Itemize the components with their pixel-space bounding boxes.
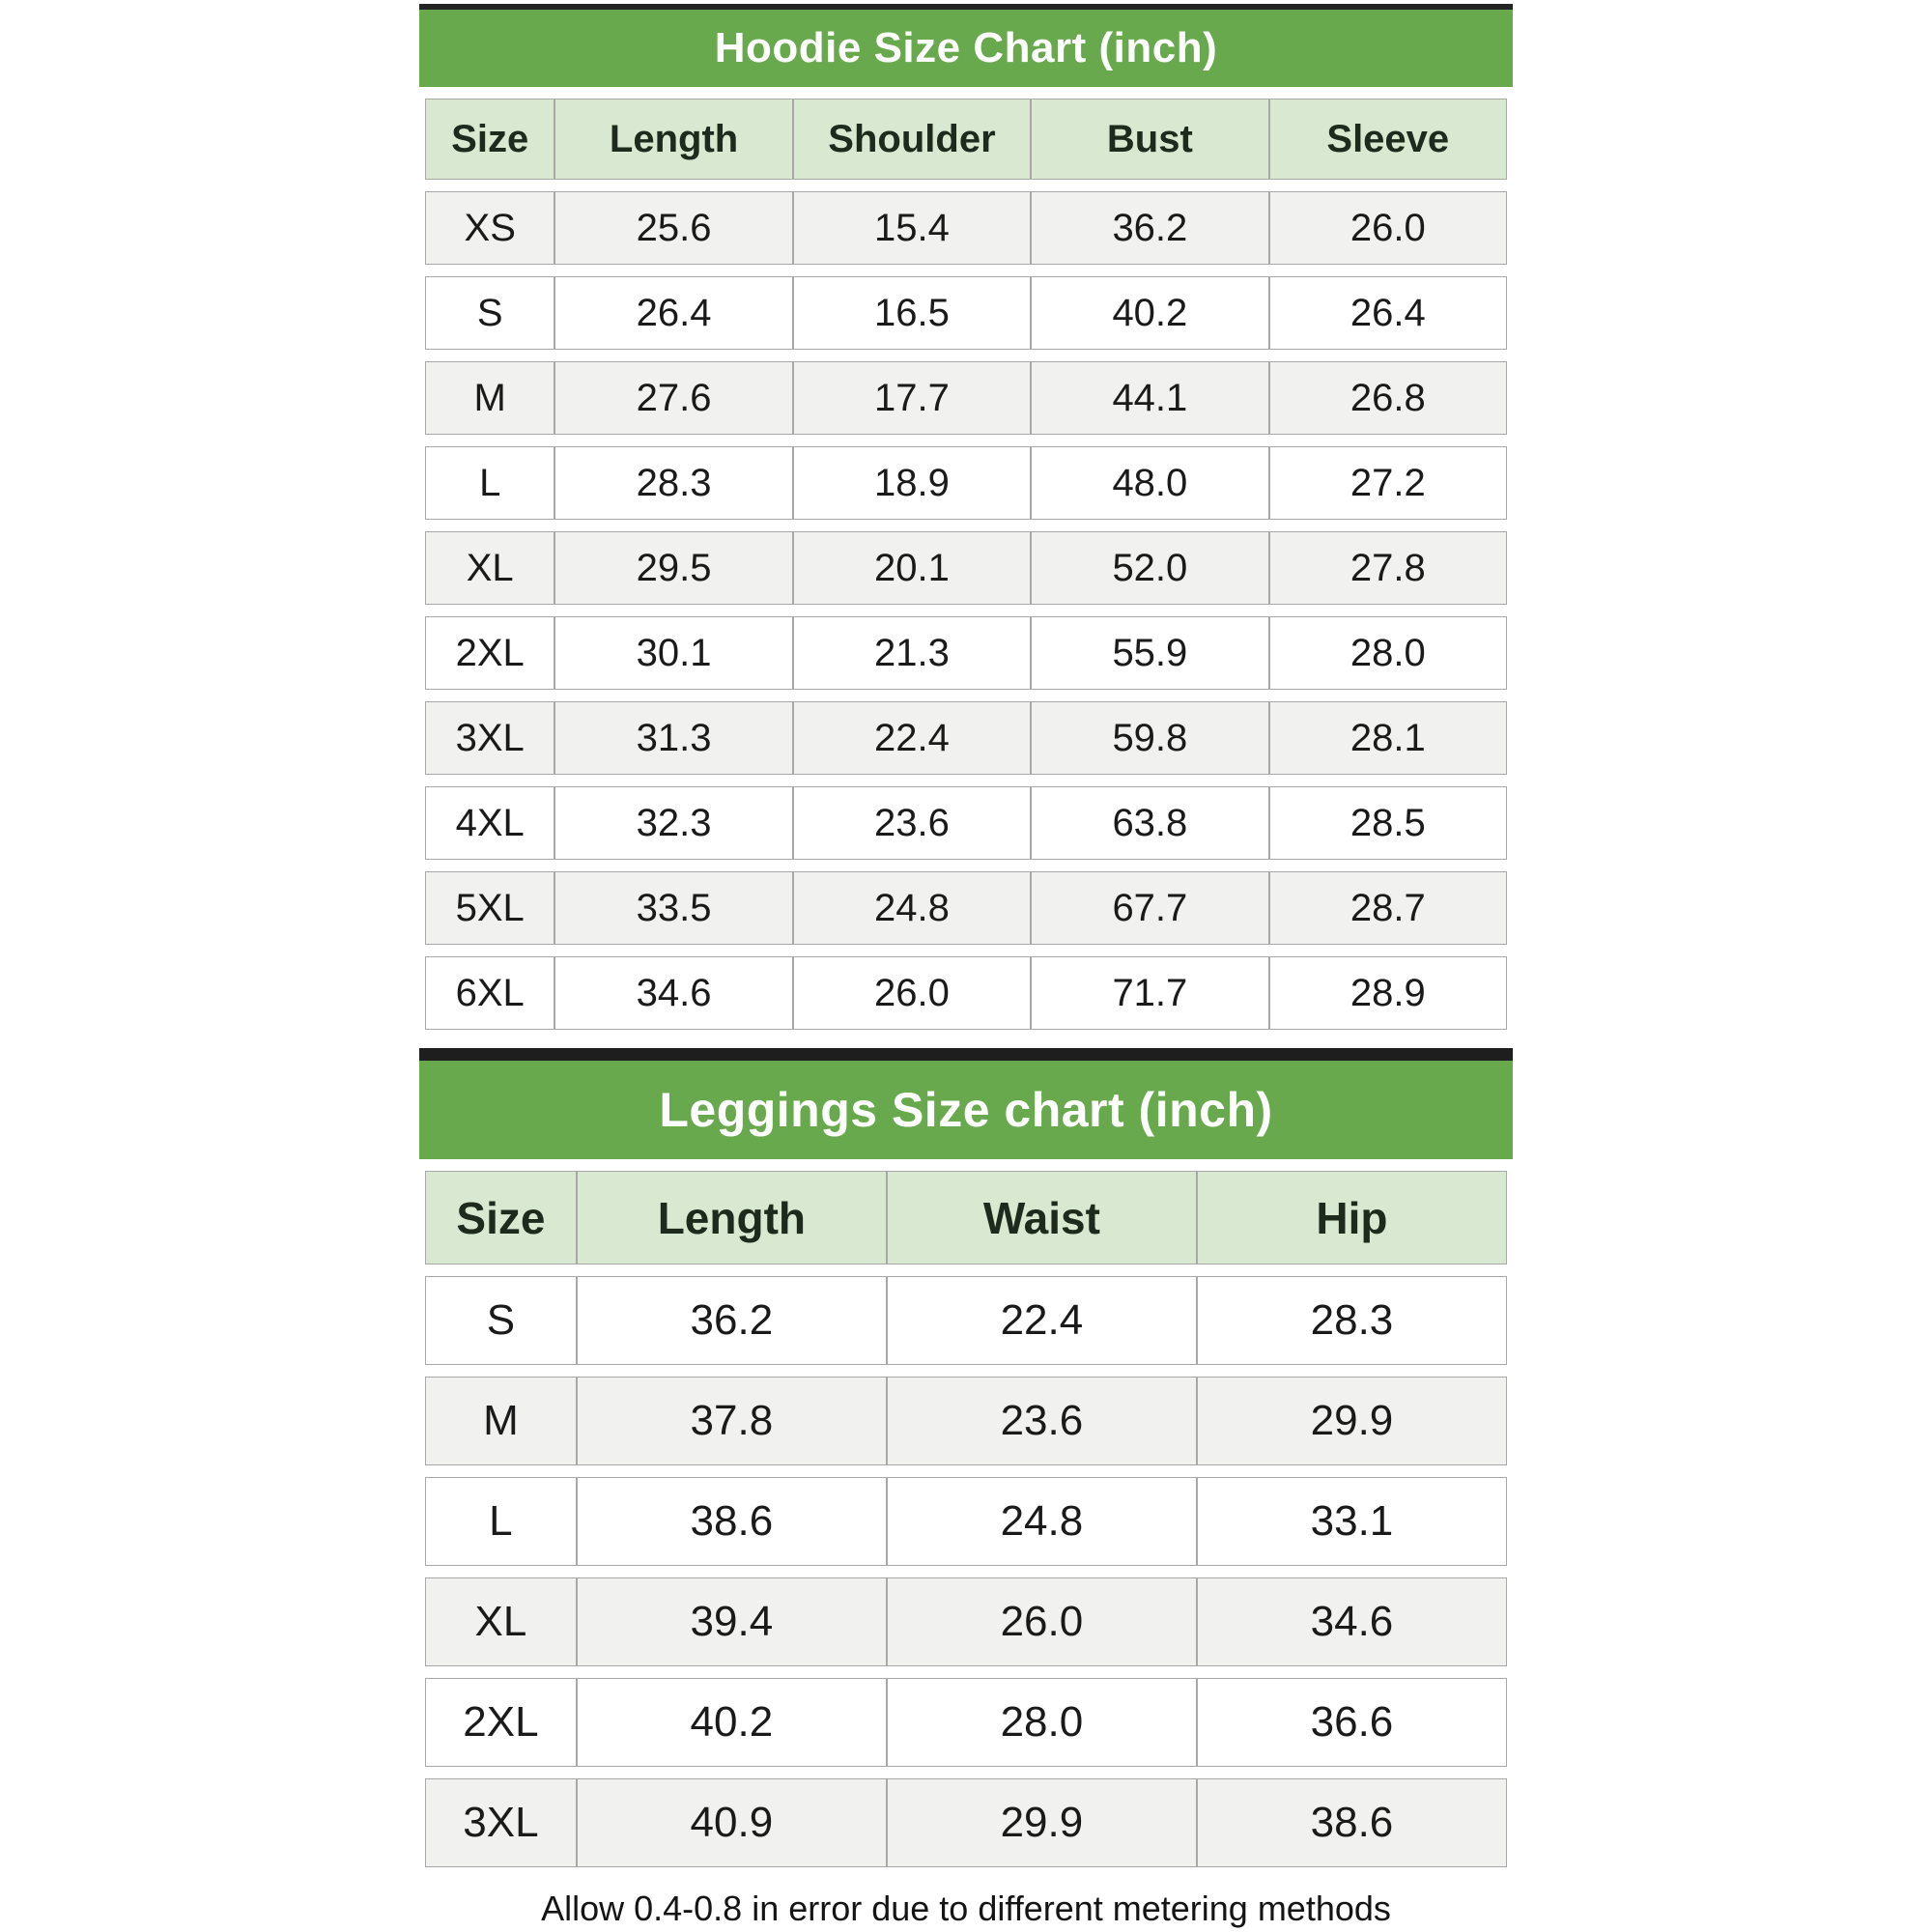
value-cell: 28.0 xyxy=(887,1678,1197,1767)
size-cell: L xyxy=(425,1477,577,1566)
value-cell: 25.6 xyxy=(554,191,792,265)
value-cell: 28.9 xyxy=(1269,956,1507,1030)
value-cell: 22.4 xyxy=(887,1276,1197,1365)
leggings-table-title: Leggings Size chart (inch) xyxy=(419,1061,1513,1159)
size-cell: S xyxy=(425,276,554,350)
value-cell: 29.5 xyxy=(554,531,792,605)
value-cell: 44.1 xyxy=(1031,361,1268,435)
value-cell: 29.9 xyxy=(887,1778,1197,1867)
size-cell: 3XL xyxy=(425,701,554,775)
value-cell: 22.4 xyxy=(793,701,1031,775)
value-cell: 28.3 xyxy=(1197,1276,1507,1365)
size-cell: 3XL xyxy=(425,1778,577,1867)
table-row xyxy=(425,956,1507,1030)
table-row xyxy=(425,1477,1507,1566)
table-row xyxy=(425,276,1507,350)
value-cell: 39.4 xyxy=(577,1577,887,1666)
size-cell: S xyxy=(425,1276,577,1365)
value-cell: 36.2 xyxy=(1031,191,1268,265)
value-cell: 26.4 xyxy=(554,276,792,350)
table-row xyxy=(425,786,1507,860)
value-cell: 26.0 xyxy=(793,956,1031,1030)
leggings-header-row xyxy=(425,1171,1507,1264)
value-cell: 48.0 xyxy=(1031,446,1268,520)
value-cell: 26.0 xyxy=(887,1577,1197,1666)
hoodie-size-table xyxy=(425,87,1507,1041)
column-header-sleeve: Sleeve xyxy=(1269,99,1507,180)
value-cell: 26.8 xyxy=(1269,361,1507,435)
value-cell: 55.9 xyxy=(1031,616,1268,690)
table-row xyxy=(425,871,1507,945)
value-cell: 59.8 xyxy=(1031,701,1268,775)
column-header-length: Length xyxy=(554,99,792,180)
size-cell: 2XL xyxy=(425,616,554,690)
value-cell: 27.6 xyxy=(554,361,792,435)
table-row xyxy=(425,701,1507,775)
table-row xyxy=(425,1678,1507,1767)
value-cell: 28.7 xyxy=(1269,871,1507,945)
column-header-length: Length xyxy=(577,1171,887,1264)
column-header-shoulder: Shoulder xyxy=(793,99,1031,180)
value-cell: 28.1 xyxy=(1269,701,1507,775)
size-cell: M xyxy=(425,361,554,435)
hoodie-table-title: Hoodie Size Chart (inch) xyxy=(419,10,1513,87)
value-cell: 24.8 xyxy=(793,871,1031,945)
value-cell: 40.9 xyxy=(577,1778,887,1867)
table-row xyxy=(425,531,1507,605)
value-cell: 71.7 xyxy=(1031,956,1268,1030)
value-cell: 15.4 xyxy=(793,191,1031,265)
size-cell: 6XL xyxy=(425,956,554,1030)
column-header-size: Size xyxy=(425,1171,577,1264)
value-cell: 33.5 xyxy=(554,871,792,945)
value-cell: 40.2 xyxy=(577,1678,887,1767)
value-cell: 38.6 xyxy=(1197,1778,1507,1867)
value-cell: 24.8 xyxy=(887,1477,1197,1566)
size-chart-sheet xyxy=(419,0,1513,1929)
value-cell: 36.2 xyxy=(577,1276,887,1365)
value-cell: 40.2 xyxy=(1031,276,1268,350)
size-cell: XS xyxy=(425,191,554,265)
value-cell: 26.4 xyxy=(1269,276,1507,350)
size-cell: XL xyxy=(425,1577,577,1666)
size-cell: XL xyxy=(425,531,554,605)
table-row xyxy=(425,1276,1507,1365)
value-cell: 18.9 xyxy=(793,446,1031,520)
value-cell: 36.6 xyxy=(1197,1678,1507,1767)
value-cell: 27.2 xyxy=(1269,446,1507,520)
table-row xyxy=(425,361,1507,435)
value-cell: 37.8 xyxy=(577,1377,887,1465)
value-cell: 28.5 xyxy=(1269,786,1507,860)
column-header-size: Size xyxy=(425,99,554,180)
size-cell: 4XL xyxy=(425,786,554,860)
value-cell: 34.6 xyxy=(1197,1577,1507,1666)
value-cell: 20.1 xyxy=(793,531,1031,605)
size-cell: M xyxy=(425,1377,577,1465)
value-cell: 23.6 xyxy=(793,786,1031,860)
value-cell: 28.0 xyxy=(1269,616,1507,690)
leggings-size-table xyxy=(425,1159,1507,1879)
hoodie-header-row xyxy=(425,99,1507,180)
table-row xyxy=(425,616,1507,690)
value-cell: 52.0 xyxy=(1031,531,1268,605)
size-cell: 2XL xyxy=(425,1678,577,1767)
value-cell: 29.9 xyxy=(1197,1377,1507,1465)
value-cell: 26.0 xyxy=(1269,191,1507,265)
table-row xyxy=(425,1778,1507,1867)
value-cell: 21.3 xyxy=(793,616,1031,690)
value-cell: 32.3 xyxy=(554,786,792,860)
size-cell: L xyxy=(425,446,554,520)
value-cell: 16.5 xyxy=(793,276,1031,350)
value-cell: 38.6 xyxy=(577,1477,887,1566)
column-header-hip: Hip xyxy=(1197,1171,1507,1264)
column-header-bust: Bust xyxy=(1031,99,1268,180)
table-row xyxy=(425,1577,1507,1666)
table-row xyxy=(425,1377,1507,1465)
value-cell: 63.8 xyxy=(1031,786,1268,860)
value-cell: 28.3 xyxy=(554,446,792,520)
value-cell: 31.3 xyxy=(554,701,792,775)
section-divider-bar xyxy=(419,1048,1513,1061)
footnote: Allow 0.4-0.8 in error due to different metering methods xyxy=(541,1889,1391,1928)
size-cell: 5XL xyxy=(425,871,554,945)
value-cell: 27.8 xyxy=(1269,531,1507,605)
value-cell: 17.7 xyxy=(793,361,1031,435)
value-cell: 33.1 xyxy=(1197,1477,1507,1566)
value-cell: 30.1 xyxy=(554,616,792,690)
table-row xyxy=(425,446,1507,520)
value-cell: 34.6 xyxy=(554,956,792,1030)
column-header-waist: Waist xyxy=(887,1171,1197,1264)
table-row xyxy=(425,191,1507,265)
value-cell: 67.7 xyxy=(1031,871,1268,945)
value-cell: 23.6 xyxy=(887,1377,1197,1465)
